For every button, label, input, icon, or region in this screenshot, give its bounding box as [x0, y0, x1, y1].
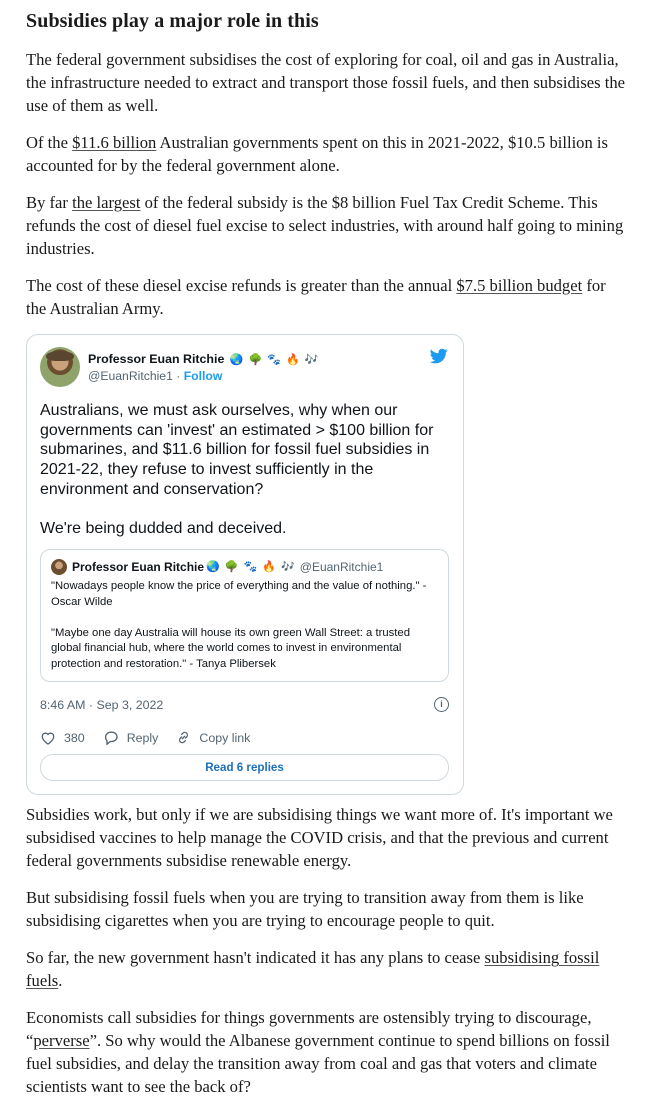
link-subsidising-fossil-fuels[interactable]: subsidising fossil fuels — [26, 948, 600, 991]
info-icon[interactable]: i — [434, 697, 449, 712]
handle-separator: · — [172, 368, 184, 383]
paragraph-5: Subsidies work, but only if we are subsidising things we want more of. It's important we subsidised vaccines to help manage the COVID crisis, and that the previous and current federal governments subsidise renewable energy. — [26, 805, 613, 871]
author-emoji: 🌏 🌳 🐾 🔥 🎶 — [229, 353, 320, 366]
quoted-tweet[interactable] — [40, 549, 449, 683]
like-button[interactable] — [40, 731, 85, 745]
reply-label: Reply — [126, 730, 159, 745]
paragraph-1: The federal government subsidises the cost of exploring for coal, oil and gas in Australia, the infrastructure needed to extract and transport those fossil fuels, and then subsidises the use of them as well. — [26, 50, 626, 115]
paragraph-6: But subsidising fossil fuels when you are trying to transition away from them is like subsidising cigarettes when you are trying to encourage people to quit. — [26, 888, 584, 931]
paragraph-text: The cost of these diesel excise refunds is greater than the annual — [26, 276, 457, 295]
link-the-largest[interactable]: the largest — [72, 193, 141, 212]
author-handle-row — [88, 368, 449, 384]
paragraph-text: Australian governments spent on this in 2021-2022, $10.5 billion is accounted for by the federal government alone. — [26, 133, 608, 175]
reply-button[interactable] — [103, 730, 159, 745]
copy-link-label: Copy link — [199, 730, 251, 745]
quote-header — [51, 559, 438, 575]
follow-link[interactable]: Follow — [183, 368, 223, 383]
twitter-bird-icon[interactable] — [429, 347, 449, 365]
paragraph-text: of the federal subsidy is the $8 billion Fuel Tax Credit Scheme. This refunds the cost of diesel fuel excise to select industries, with around half going to mining industries. — [26, 193, 624, 258]
author-name-row — [88, 351, 449, 368]
quote-author-emoji: 🌏 🌳 🐾 🔥 🎶 — [206, 560, 296, 573]
reply-icon — [103, 730, 119, 745]
link-11-6-billion[interactable]: $11.6 billion — [72, 133, 157, 152]
author-handle[interactable]: @EuanRitchie1 — [88, 368, 173, 383]
paragraph-text: By far — [26, 193, 73, 212]
paragraph-text: Economists call subsidies for things governments are ostensibly trying to discourage, “ — [26, 1008, 592, 1051]
tweet-author — [88, 351, 449, 384]
read-replies-button[interactable]: Read 6 replies — [40, 754, 449, 781]
author-name[interactable]: Professor Euan Ritchie — [88, 351, 225, 366]
link-perverse[interactable]: perverse — [33, 1031, 90, 1051]
paragraph-text: . — [58, 971, 63, 991]
tweet-text: Australians, we must ask ourselves, why when our governments can 'invest' an estimated > $100 billion for submarines, and $11.6 billion for fossil fuel subsidies in 2021-22, they refuse to invest sufficiently in the environment and conservation? We're being dudded and deceived. — [40, 402, 434, 538]
copy-link-button[interactable] — [176, 730, 250, 745]
tweet-timestamp[interactable]: 8:46 AM · Sep 3, 2022 — [40, 697, 164, 712]
paragraph-3 — [26, 191, 626, 260]
like-count: 380 — [64, 730, 85, 745]
paragraph-text: Of the — [26, 133, 73, 152]
quote-author-handle: @EuanRitchie1 — [299, 559, 384, 574]
paragraph-8 — [26, 1006, 626, 1098]
link-army-budget[interactable]: $7.5 billion budget — [456, 276, 583, 295]
tweet-meta — [40, 697, 449, 712]
heart-icon — [40, 731, 56, 745]
paragraph-text: ”. So why would the Albanese government continue to spend billions on fossil fuel subsidies, and delay the transition away from coal and gas that voters and climate scientists want to see the back of? — [26, 1031, 610, 1097]
paragraph-text: for the Australian Army. — [26, 276, 606, 318]
embedded-tweet[interactable] — [26, 334, 464, 795]
tweet-actions — [40, 730, 449, 745]
quote-author-name: Professor Euan Ritchie — [72, 559, 205, 574]
avatar[interactable] — [40, 347, 80, 387]
paragraph-text: So far, the new government hasn't indicated it has any plans to cease — [26, 948, 485, 968]
tweet-header — [40, 347, 449, 387]
paragraph-2 — [26, 131, 626, 177]
quote-text: "Nowadays people know the price of everything and the value of nothing." - Oscar Wilde "Maybe one day Australia will house its own green Wall Street: a trusted global financial hub, where the world comes to invest in environmental protection and restoration." - Tanya Plibersek — [51, 579, 427, 670]
paragraph-7 — [26, 946, 626, 992]
avatar — [51, 559, 67, 575]
section-heading: Subsidies play a major role in this — [26, 10, 319, 32]
paragraph-4 — [26, 274, 626, 320]
link-icon — [176, 730, 191, 745]
